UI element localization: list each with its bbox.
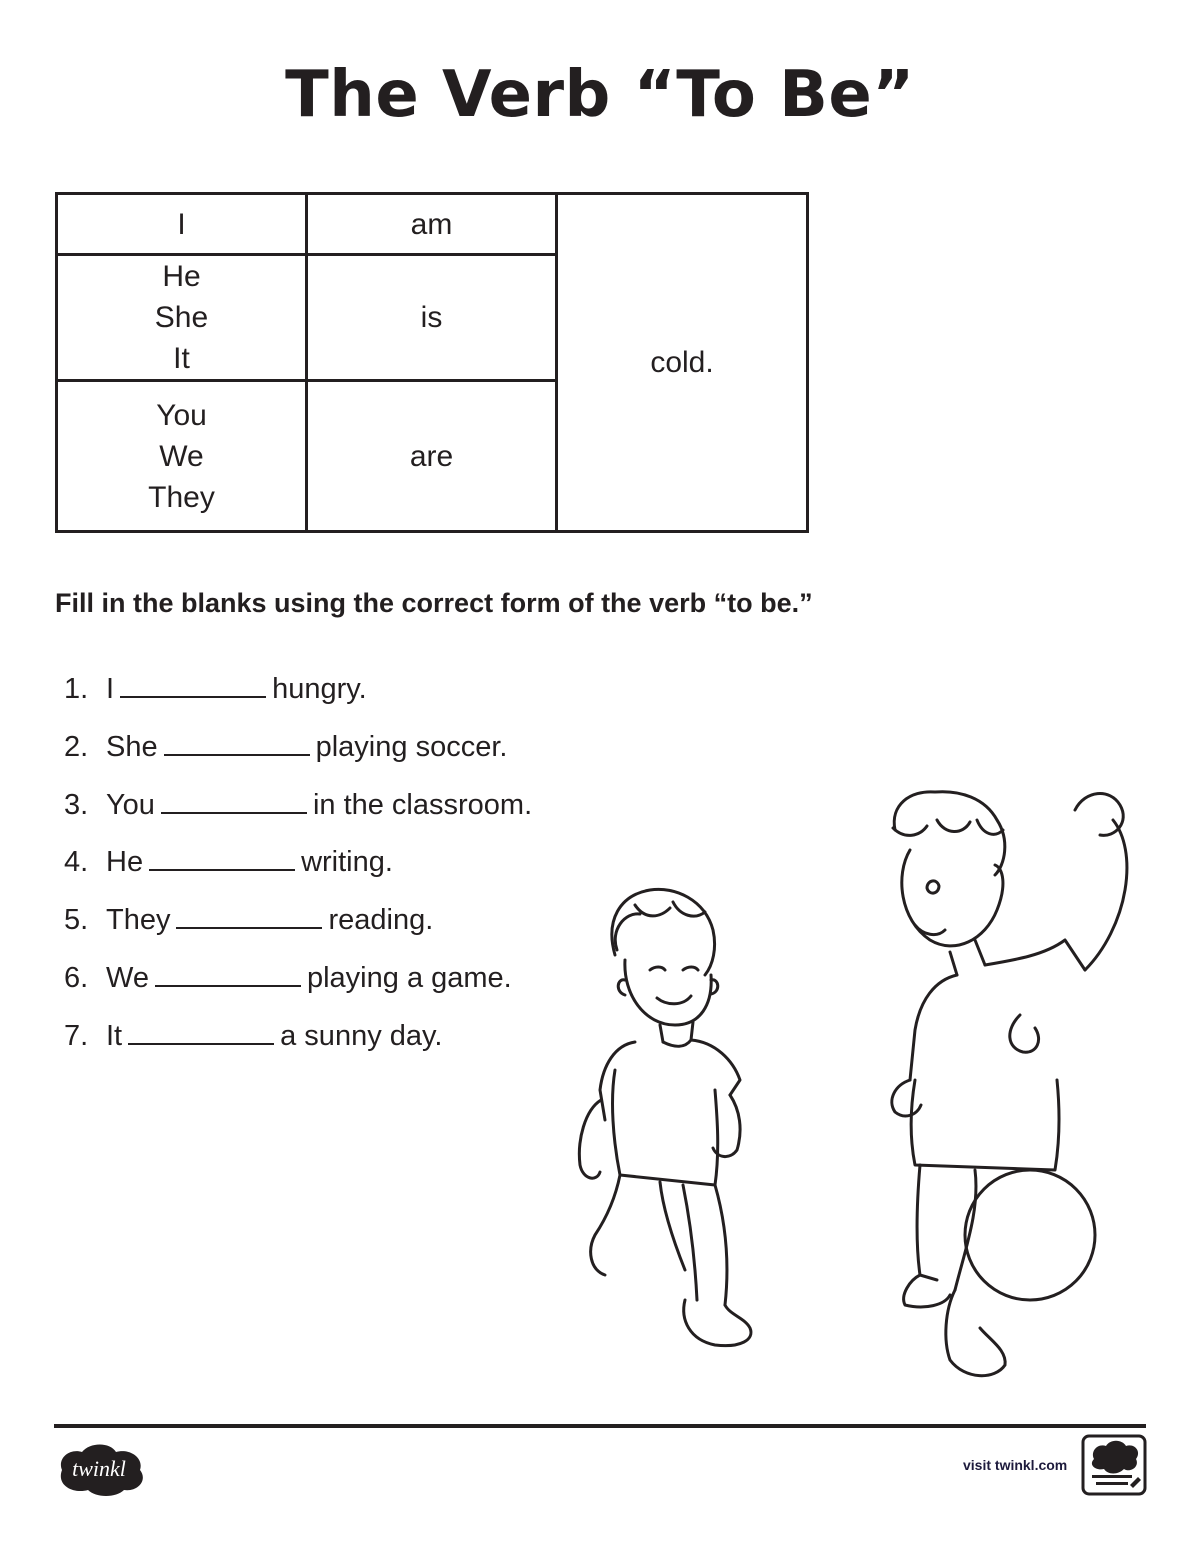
answer-blank[interactable] — [164, 724, 310, 756]
pronoun-cell — [57, 255, 307, 381]
visit-link[interactable]: visit twinkl.com — [963, 1457, 1068, 1473]
quality-standard-badge-icon — [1080, 1433, 1148, 1497]
footer-divider — [54, 1424, 1146, 1428]
table-row — [57, 194, 808, 255]
answer-blank[interactable] — [161, 782, 307, 814]
pronoun: They — [148, 480, 215, 514]
exercise-item — [64, 955, 532, 1013]
exercise-item — [64, 782, 532, 840]
exercise-number: 1. — [64, 673, 89, 705]
exercise-rest: in the classroom. — [312, 788, 533, 821]
exercise-rest: playing a game. — [306, 961, 512, 994]
exercise-subject: They — [106, 904, 171, 937]
exercise-number: 2. — [64, 730, 89, 763]
exercise-item — [64, 724, 532, 782]
pronoun: She — [154, 301, 209, 334]
exercise-item — [64, 839, 532, 897]
pronoun: He — [162, 260, 201, 293]
exercise-rest: playing soccer. — [315, 730, 508, 763]
exercise-subject: You — [106, 788, 155, 821]
exercise-subject: I — [106, 673, 115, 705]
exercise-rest: reading. — [328, 904, 434, 937]
verb-cell: are — [307, 381, 557, 532]
exercise-item — [64, 1013, 532, 1071]
conjugation-table — [55, 192, 809, 533]
answer-blank[interactable] — [149, 839, 295, 871]
exercise-rest: a sunny day. — [280, 1019, 443, 1052]
exercise-item — [64, 897, 532, 955]
exercise-rest: hungry. — [272, 673, 367, 705]
exercise-subject: She — [106, 730, 158, 763]
answer-blank[interactable] — [176, 897, 322, 929]
two-boys-playing-soccer-illustration — [565, 780, 1145, 1400]
answer-blank[interactable] — [128, 1013, 274, 1045]
boy-kicking-ball — [892, 792, 1127, 1376]
verb-cell: is — [307, 255, 557, 381]
page-title: The Verb “To Be” — [285, 58, 915, 132]
pronoun-cell — [57, 381, 307, 532]
pronoun: We — [159, 439, 204, 473]
exercise-subject: It — [106, 1019, 123, 1052]
exercise-number: 5. — [64, 904, 89, 937]
answer-blank[interactable] — [155, 955, 301, 987]
exercise-subject: He — [106, 846, 144, 879]
exercise-number: 7. — [64, 1019, 89, 1052]
boy-running-left — [579, 889, 751, 1345]
exercise-item — [64, 666, 532, 724]
twinkl-logo[interactable] — [52, 1440, 148, 1496]
exercise-list — [64, 666, 532, 1071]
pronoun: It — [173, 342, 190, 375]
exercise-subject: We — [106, 961, 149, 994]
exercise-rest: writing. — [301, 846, 393, 879]
answer-blank[interactable] — [120, 666, 266, 698]
exercise-number: 3. — [64, 788, 89, 821]
verb-cell: am — [307, 194, 557, 255]
pronoun-cell — [57, 194, 307, 255]
complement-cell: cold. — [557, 194, 808, 532]
logo-text: twinkl — [72, 1456, 126, 1481]
pronoun: You — [156, 398, 207, 432]
instruction-text: Fill in the blanks using the correct form of the verb “to be.” — [55, 588, 813, 618]
exercise-number: 6. — [64, 961, 89, 994]
pronoun: I — [177, 207, 186, 241]
exercise-number: 4. — [64, 846, 89, 879]
